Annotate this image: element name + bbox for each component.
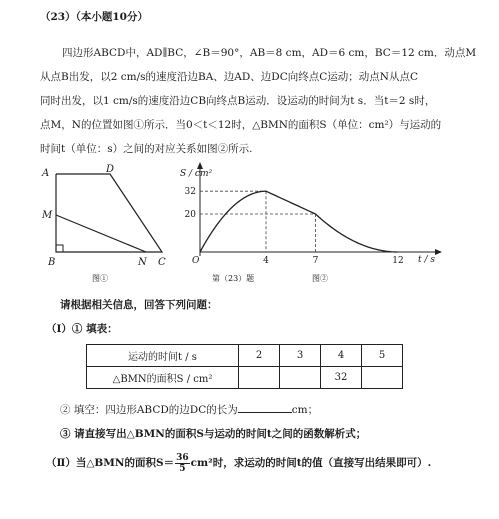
label-b: B	[48, 257, 56, 268]
y-axis-label: S / cm²	[180, 169, 213, 179]
part-2-prefix: （Ⅱ）当△BMN的面积S＝	[46, 457, 175, 469]
time-cell: 3	[280, 345, 321, 367]
problem-line-4: 点M，N的位置如图①所示．当0＜t＜12时，△BMN的面积S（单位：cm²）与运动的	[40, 119, 442, 131]
problem-line-3: 同时出发，以1 cm/s的速度沿边CB向终点B运动．设运动的时间为t s．当t＝2 s时，	[40, 95, 436, 107]
y-tick-label: 20	[184, 210, 196, 220]
question-3: ③ 请直接写出△BMN的面积S与运动的时间t之间的函数解析式；	[60, 428, 367, 440]
y-tick-label: 32	[184, 187, 196, 198]
area-cell: 32	[321, 367, 362, 389]
x-axis-arrow	[435, 249, 442, 255]
x-tick-label: 7	[312, 256, 319, 266]
x-axis-label: t / s	[418, 255, 435, 265]
figure-1	[30, 160, 180, 285]
figure-2-graph	[180, 160, 450, 285]
fraction-numerator: 36	[176, 452, 189, 463]
quadrilateral-abcd	[56, 174, 162, 252]
area-cell[interactable]	[362, 367, 403, 389]
time-cell: 5	[362, 345, 403, 367]
fill-in-table	[86, 344, 403, 389]
dc-length-blank[interactable]	[238, 402, 292, 413]
label-c: C	[158, 257, 166, 268]
area-header-cell: △BMN的面积S / cm²	[87, 367, 239, 389]
question-2-prefix: ② 填空：四边形ABCD的边DC的长为	[60, 404, 238, 416]
table-row	[87, 345, 403, 367]
table-row	[87, 367, 403, 389]
fraction-36-5	[175, 453, 190, 474]
part-2-suffix: cm²时，求运动的时间t的值（直接写出结果即可）.	[190, 457, 432, 469]
time-header-cell: 运动的时间t / s	[87, 345, 239, 367]
part-1-label: （Ⅰ）① 填表：	[46, 323, 118, 335]
part-2-question	[46, 452, 431, 474]
x-tick-label: 4	[263, 256, 269, 266]
origin-label: O	[192, 256, 200, 266]
area-cell[interactable]	[280, 367, 321, 389]
time-cell: 2	[239, 345, 280, 367]
area-curve	[200, 191, 398, 252]
time-cell: 4	[321, 345, 362, 367]
problem-number: （23）（本小题10分）	[40, 11, 148, 23]
figure-2-caption: 图②	[312, 274, 328, 283]
x-tick-label: 12	[392, 256, 404, 266]
instruction: 请根据相关信息，回答下列问题：	[60, 299, 218, 311]
question-2-suffix: cm；	[291, 404, 319, 416]
question-2	[60, 402, 318, 417]
problem-line-1: 四边形ABCD中，AD∥BC，∠B＝90°，AB＝8 cm，AD＝6 cm，BC＝12 cm．动点M	[62, 47, 477, 59]
segment-mn	[56, 215, 146, 252]
figure-1-caption: 图①	[92, 274, 108, 283]
problem-line-5: 时间t（单位：s）之间的对应关系如图②所示.	[40, 143, 253, 155]
label-n: N	[138, 257, 147, 268]
label-d: D	[106, 164, 115, 175]
figures-caption: 第（23）题	[212, 274, 255, 283]
area-cell[interactable]	[239, 367, 280, 389]
y-axis-arrow	[197, 162, 203, 169]
label-a: A	[42, 168, 50, 179]
right-angle-mark	[56, 245, 63, 252]
fraction-denominator: 5	[179, 463, 186, 474]
problem-line-2: 从点B出发，以2 cm/s的速度沿边BA、边AD、边DC向终点C运动；动点N从点C	[40, 71, 419, 83]
label-m: M	[42, 210, 53, 221]
